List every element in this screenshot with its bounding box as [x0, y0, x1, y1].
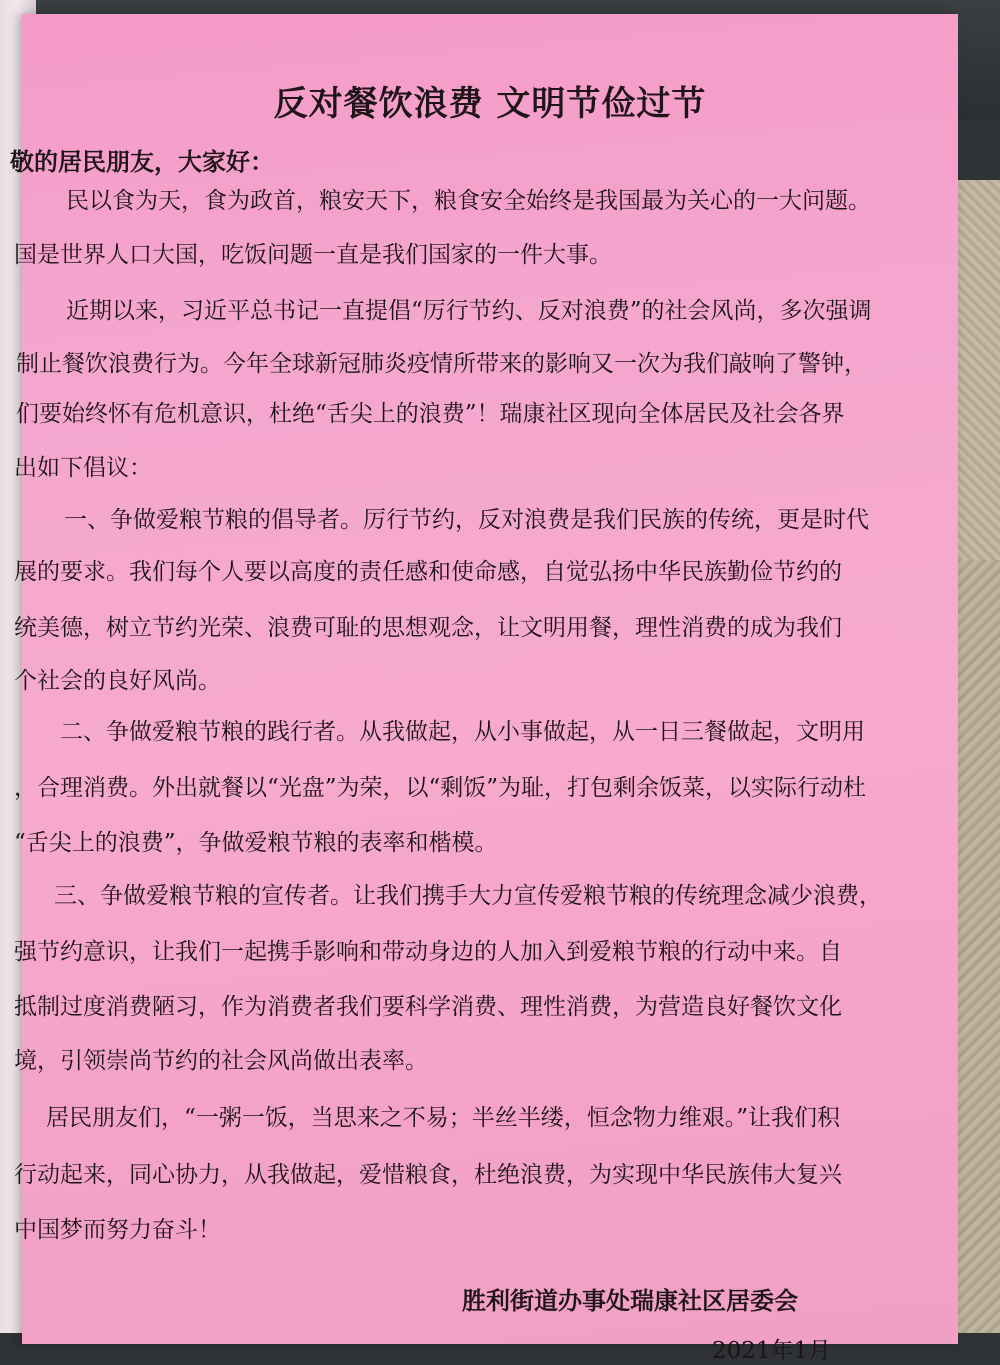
body-line: 抵制过度消费陋习，作为消费者我们要科学消费、理性消费，为营造良好餐饮文化 [14, 994, 842, 1020]
body-line: 出如下倡议： [14, 455, 152, 481]
notice-signature: 胜利街道办事处瑞康社区居委会 [462, 1286, 798, 1315]
body-line: 统美德，树立节约光荣、浪费可耻的思想观念，让文明用餐，理性消费的成为我们 [14, 615, 842, 641]
body-line: 居民朋友们，“一粥一饭，当思来之不易；半丝半缕，恒念物力维艰。”让我们积 [46, 1105, 841, 1131]
body-line: 一、争做爱粮节粮的倡导者。厉行节约，反对浪费是我们民族的传统，更是时代 [64, 507, 869, 533]
body-line: 境，引领崇尚节约的社会风尚做出表率。 [14, 1048, 428, 1074]
body-line: 二、争做爱粮节粮的践行者。从我做起，从小事做起，从一日三餐做起，文明用 [60, 719, 865, 745]
notice-title: 反对餐饮浪费 文明节俭过节 [273, 84, 707, 124]
body-line: 近期以来，习近平总书记一直提倡“厉行节约、反对浪费”的社会风尚，多次强调 [66, 298, 872, 324]
body-line: 三、争做爱粮节粮的宣传者。让我们携手大力宣传爱粮节粮的传统理念减少浪费， [54, 883, 882, 909]
body-line: 国是世界人口大国，吃饭问题一直是我们国家的一件大事。 [14, 242, 612, 268]
body-line: 中国梦而努力奋斗！ [14, 1217, 221, 1243]
body-line: ，合理消费。外出就餐以“光盘”为荣，以“剩饭”为耻，打包剩余饭菜，以实际行动杜 [14, 775, 867, 801]
notice-greeting: 敬的居民朋友，大家好： [10, 147, 274, 176]
body-line: 强节约意识，让我们一起携手影响和带动身边的人加入到爱粮节粮的行动中来。自 [14, 939, 842, 965]
notice-paper [10, 14, 958, 1364]
body-line: 行动起来，同心协力，从我做起，爱惜粮食，杜绝浪费，为实现中华民族伟大复兴 [14, 1162, 842, 1188]
body-line: 展的要求。我们每个人要以高度的责任感和使命感，自觉弘扬中华民族勤俭节约的 [14, 559, 842, 585]
body-line: 们要始终怀有危机意识，杜绝“舌尖上的浪费”！瑞康社区现向全体居民及社会各界 [16, 401, 845, 427]
body-line: 个社会的良好风尚。 [14, 668, 221, 694]
body-line: “舌尖上的浪费”，争做爱粮节粮的表率和楷模。 [14, 830, 498, 856]
body-line: 民以食为天，食为政首，粮安天下，粮食安全始终是我国最为关心的一大问题。 [66, 188, 871, 214]
notice-date: 2021年1月 [712, 1338, 832, 1364]
body-line: 制止餐饮浪费行为。今年全球新冠肺炎疫情所带来的影响又一次为我们敲响了警钟， [16, 351, 867, 377]
